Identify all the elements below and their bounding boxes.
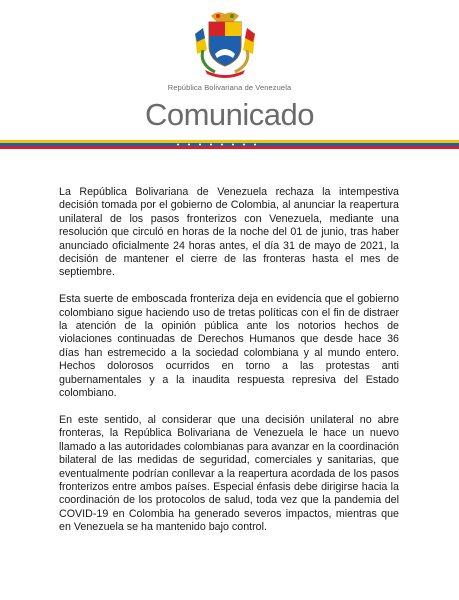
coat-of-arms-icon bbox=[193, 10, 257, 80]
paragraph-2: Esta suerte de emboscada fronteriza deja en evidencia que el gobierno colombiano sigue haciendo uso de tretas políticas con el fin de distraer la atención de la opinión pública ante los notorios hechos de violaciones continuadas de Derechos Humanos que desde hace 36 días han estremecido a la sociedad colombiana y al mundo entero. Hechos dolorosos ocurridos en torno a las protestas anti gubernamentales y a la inaudita respuesta represiva del Estado colombiano. bbox=[59, 293, 399, 400]
communique-body bbox=[59, 186, 399, 548]
letterhead bbox=[0, 0, 459, 165]
republic-name: República Bolivariana de Venezuela bbox=[167, 83, 292, 92]
paragraph-3: En este sentido, al considerar que una decisión unilateral no abre fronteras, la República Bolivariana de Venezuela le hace un nuevo llamado a las autoridades colombianas para avanzar en la coordinación bilateral de las medidas de seguridad, comerciales y sanitarias, que eventualmente podrían conllevar a la reapertura acordada de los pasos fronterizos entre ambos países. Especial énfasis debe dirigirse hacia la coordinación de los protocolos de salud, toda vez que la pandemia del COVID-19 en Colombia ha generado severos impactos, mientras que en Venezuela se ha mantenido bajo control. bbox=[59, 413, 399, 534]
flag-stripe-bar bbox=[0, 140, 459, 149]
paragraph-1: La República Bolivariana de Venezuela rechaza la intempestiva decisión tomada por el gobierno de Colombia, al anunciar la reapertura unilateral de los pasos fronterizos con Venezuela, mediante una resolución que circuló en horas de la noche del 01 de junio, tras haber anunciado oficialmente 24 horas antes, el día 31 de mayo de 2021, la decisión de mantener el cierre de las fronteras hasta el mes de septiembre. bbox=[59, 186, 399, 279]
page-title: Comunicado bbox=[144, 97, 315, 132]
